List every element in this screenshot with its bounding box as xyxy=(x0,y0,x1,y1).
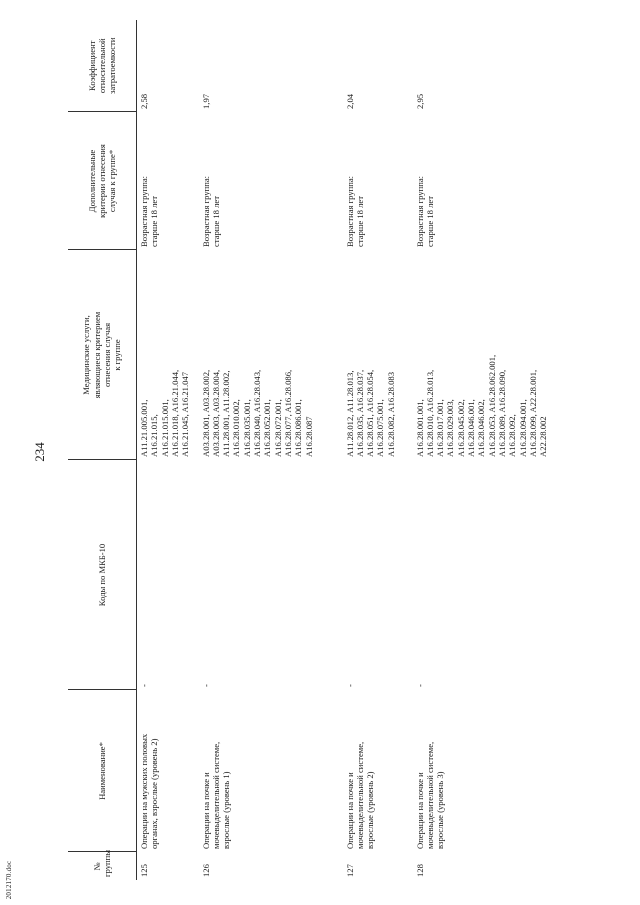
additional-criteria: Возрастная группа: старше 18 лет xyxy=(200,175,221,247)
group-number: 126 xyxy=(200,864,211,877)
group-name: Операции на почке и мочевыделительной системе, взрослые (уровень 1) xyxy=(200,741,232,849)
header-icd10: Коды по МКБ-10 xyxy=(68,460,137,690)
header-services: Медицинские услуги, являющиеся критерием отнесения случая к группе xyxy=(68,250,137,460)
medical-services: A11.21.005.001, A16.21.015, A16.21.015.001, A16.21.018, A16.21.044, A16.21.045, A16.21.047 xyxy=(139,369,191,457)
cost-coefficient: 1,97 xyxy=(200,93,211,109)
additional-criteria: Возрастная группа: старше 18 лет xyxy=(139,175,160,247)
rotated-table-container xyxy=(68,20,638,880)
cost-coefficient: 2,95 xyxy=(414,93,425,109)
medical-services: A03.28.001, A03.28.002, A03.28.003, A03.28.004, A11.28.001, A11.28.002, A16.28.010.002, A16.28.035.001, A16.28.040, A16.28.043, A16.28.052.001, A16.28.072.001, A16.28.077, A16.28.086, A16.28.086.001, A16.28.087 xyxy=(200,369,314,457)
group-name: Операции на мужских половых органах, взрослые (уровень 2) xyxy=(139,733,160,849)
table-row xyxy=(343,20,413,880)
medical-services: A16.28.001.001, A16.28.010, A16.28.013, A16.28.017.001, A16.28.029.003, A16.28.045.002, A16.28.046.001, A16.28.046.002, A16.28.053, A16.28.062.001, A16.28.089, A16.28.090, A16.28.092, A16.28.094.001, A16.28.099, A22.28.001, A22.28.002 xyxy=(414,354,549,457)
group-number: 127 xyxy=(344,864,355,877)
cost-coefficient: 2,04 xyxy=(344,93,355,109)
groups-table xyxy=(68,20,551,880)
header-coefficient: Коэффициент относительной затратоемкости xyxy=(68,20,137,112)
table-header-row xyxy=(68,20,137,880)
page-number: 234 xyxy=(32,442,47,462)
table-row xyxy=(137,20,199,880)
icd10-codes: - xyxy=(139,684,149,687)
group-number: 128 xyxy=(414,864,425,877)
header-criteria: Дополнительные критерии отнесения случая к группе* xyxy=(68,112,137,250)
medical-services: A11.28.012, A11.28.013, A16.28.035, A16.28.037, A16.28.051, A16.28.054, A16.28.075.001, A16.28.082, A16.28.083 xyxy=(344,369,396,457)
icd10-codes: - xyxy=(200,684,211,687)
table-row xyxy=(199,20,343,880)
group-number: 125 xyxy=(139,864,149,877)
cost-coefficient: 2,58 xyxy=(139,93,149,109)
icd10-codes: - xyxy=(344,684,355,687)
group-name: Операции на почке и мочевыделительной системе, взрослые (уровень 2) xyxy=(344,741,376,849)
additional-criteria: Возрастная группа: старше 18 лет xyxy=(344,175,365,247)
header-name: Наименование* xyxy=(68,690,137,852)
header-group-number: № группы xyxy=(68,852,137,880)
table-row xyxy=(413,20,551,880)
additional-criteria: Возрастная группа: старше 18 лет xyxy=(414,175,435,247)
footer-filename: 2012170.doc xyxy=(5,860,13,900)
icd10-codes: - xyxy=(414,684,425,687)
group-name: Операции на почке и мочевыделительной системе, взрослые (уровень 3) xyxy=(414,741,446,849)
